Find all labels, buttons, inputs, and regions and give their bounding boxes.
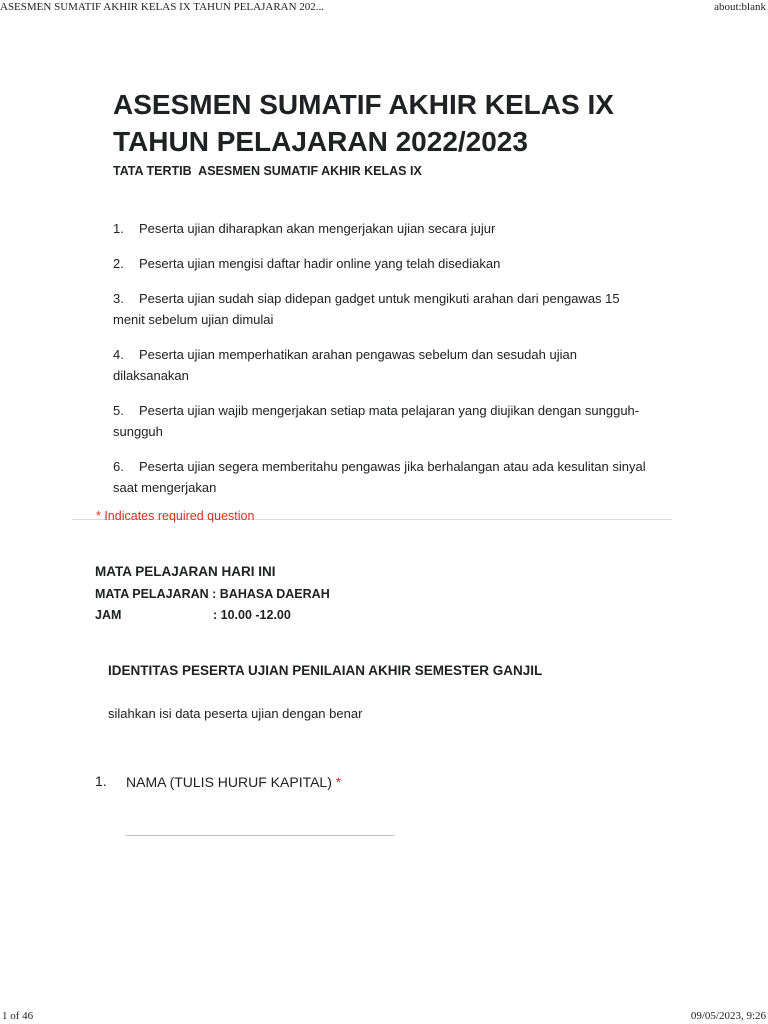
rule-number: 6. <box>113 459 124 474</box>
rule-item <box>113 253 653 274</box>
rule-item <box>113 456 653 498</box>
rule-text: Peserta ujian mengisi daftar hadir online yang telah disediakan <box>139 256 501 271</box>
time-value: : 10.00 -12.00 <box>213 608 291 622</box>
rule-item <box>113 218 653 239</box>
rules-list <box>113 218 653 498</box>
rule-text: Peserta ujian sudah siap didepan gadget untuk mengikuti arahan dari pengawas 15 menit sebelum ujian dimulai <box>113 291 620 327</box>
rule-number: 5. <box>113 403 124 418</box>
section-title-subject: MATA PELAJARAN HARI INI <box>95 564 276 579</box>
print-header-title: ASESMEN SUMATIF AKHIR KELAS IX TAHUN PELAJARAN 202... <box>0 1 325 13</box>
rule-text: Peserta ujian wajib mengerjakan setiap mata pelajaran yang diujikan dengan sungguh-sungguh <box>113 403 640 439</box>
time-label: JAM <box>95 608 122 622</box>
question-label-text: NAMA (TULIS HURUF KAPITAL) <box>126 774 332 790</box>
print-header <box>0 0 768 20</box>
rule-text: Peserta ujian diharapkan akan mengerjakan ujian secara jujur <box>139 221 496 236</box>
print-header-url: about:blank <box>714 1 766 13</box>
section-description: silahkan isi data peserta ujian dengan benar <box>108 706 363 721</box>
rule-number: 4. <box>113 347 124 362</box>
time-line <box>95 608 291 622</box>
rule-item <box>113 400 653 442</box>
nama-input[interactable] <box>126 813 394 836</box>
rule-text: Peserta ujian memperhatikan arahan pengawas sebelum dan sesudah ujian dilaksanakan <box>113 347 577 383</box>
rule-item <box>113 344 653 386</box>
required-note: * Indicates required question <box>96 509 255 523</box>
print-footer <box>0 1008 768 1024</box>
subject-line: MATA PELAJARAN : BAHASA DAERAH <box>95 587 330 601</box>
form-title: ASESMEN SUMATIF AKHIR KELAS IX TAHUN PELAJARAN 2022/2023 <box>113 89 614 157</box>
rule-number: 1. <box>113 221 124 236</box>
rule-text: Peserta ujian segera memberitahu pengawas jika berhalangan atau ada kesulitan sinyal saat mengerjakan <box>113 459 646 495</box>
rule-number: 2. <box>113 256 124 271</box>
rule-number: 3. <box>113 291 124 306</box>
required-asterisk: * <box>335 774 342 790</box>
question-label-nama <box>126 774 341 790</box>
rule-item <box>113 288 653 330</box>
question-number: 1. <box>95 773 107 789</box>
print-footer-page: 1 of 46 <box>2 1010 34 1022</box>
section-title-identity: IDENTITAS PESERTA UJIAN PENILAIAN AKHIR SEMESTER GANJIL <box>108 663 543 678</box>
form-subtitle: TATA TERTIB ASESMEN SUMATIF AKHIR KELAS IX <box>113 164 422 178</box>
print-footer-datetime: 09/05/2023, 9:26 <box>690 1010 766 1022</box>
